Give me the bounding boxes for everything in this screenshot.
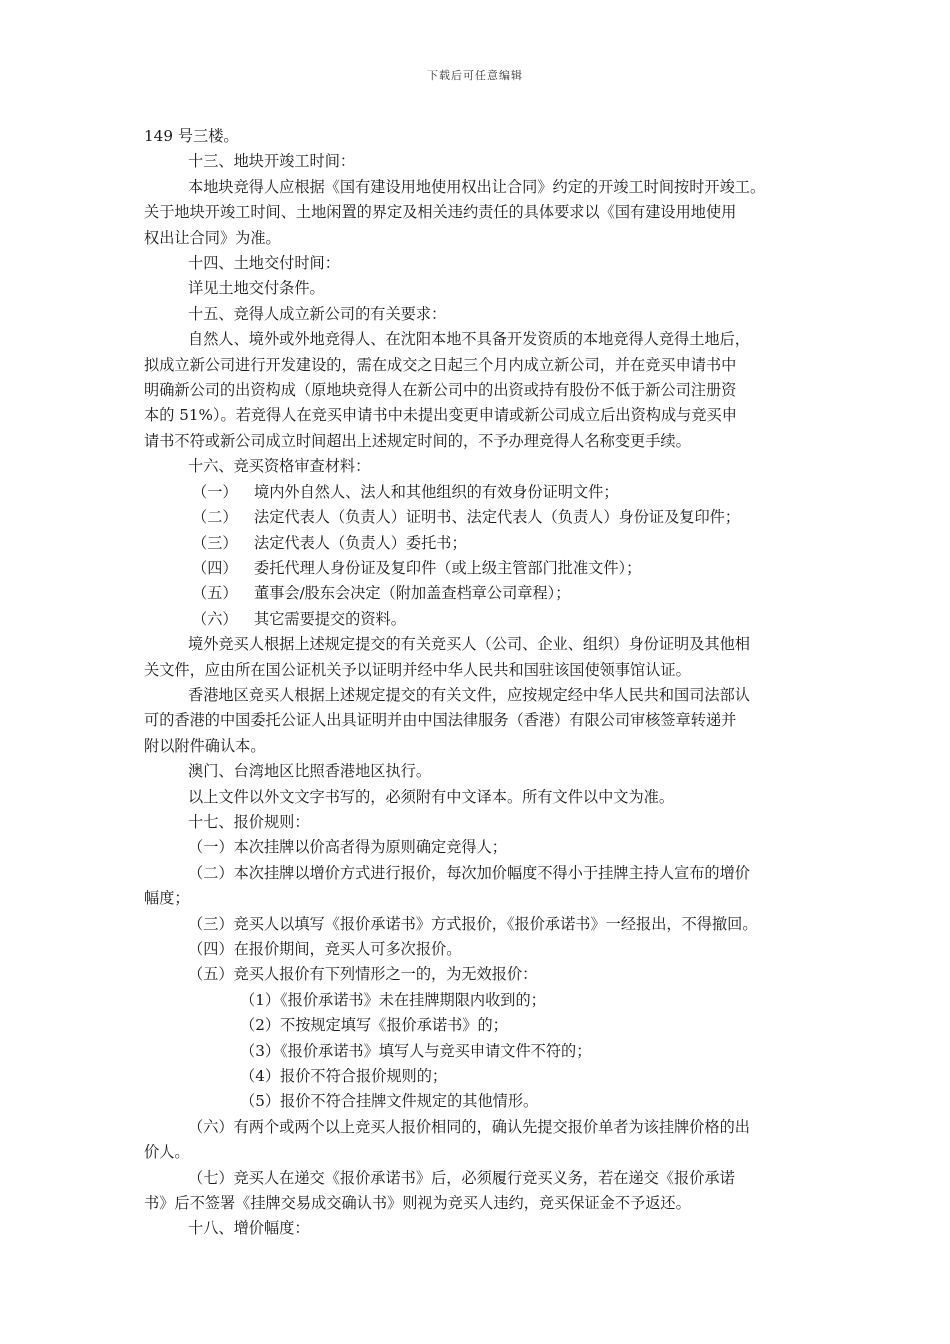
list-number: （一）: [192, 482, 238, 501]
text-line: 自然人、境外或外地竞得人、在沈阳本地不具备开发资质的本地竞得人竞得土地后，: [188, 330, 750, 349]
list-text: 委托代理人身份证及复印件（或上级主管部门批准文件）；: [254, 558, 642, 577]
text-line: （3）《报价承诺书》填写人与竞买申请文件不符的；: [240, 1041, 592, 1060]
text-line: 价人。: [144, 1143, 190, 1162]
text-line: 十三、地块开竣工时间：: [188, 152, 356, 171]
text-line: （四）在报价期间，竞买人可多次报价。: [188, 940, 462, 958]
text-line: 香港地区竞买人根据上述规定提交的有关文件，应按规定经中华人民共和国司法部认: [188, 685, 750, 704]
text-line: 请书不符或新公司成立时间超出上述规定时间的，不予办理竞得人名称变更手续。: [144, 431, 691, 450]
text-line: （一）本次挂牌以价高者得为原则确定竞得人；: [188, 838, 507, 857]
list-number: （二）: [192, 508, 238, 527]
text-line: [144, 581, 824, 606]
text-line: 澳门、台湾地区比照香港地区执行。: [188, 762, 431, 781]
list-number: （三）: [192, 533, 238, 552]
list-number: （五）: [192, 584, 238, 603]
list-text: 法定代表人（负责人）证明书、法定代表人（负责人）身份证及复印件；: [254, 508, 740, 527]
text-line: （5）报价不符合挂牌文件规定的其他情形。: [240, 1092, 539, 1111]
text-line: 附以附件确认本。: [144, 736, 266, 755]
text-line: （五）竞买人报价有下列情形之一的，为无效报价：: [188, 965, 538, 984]
text-line: 幅度；: [144, 889, 190, 908]
text-line: 本的 51%）。若竞得人在竞买申请书中未提出变更申请或新公司成立后出资构成与竞买申: [144, 406, 737, 425]
list-text: 境内外自然人、法人和其他组织的有效身份证明文件；: [254, 482, 619, 501]
text-line: [144, 556, 824, 581]
text-line: [144, 480, 824, 505]
text-line: 可的香港的中国委托公证人出具证明并由中国法律服务（香港）有限公司审核签章转递并: [144, 711, 737, 730]
text-line: （七）竞买人在递交《报价承诺书》后，必须履行竞买义务，若在递交《报价承诺: [188, 1168, 735, 1187]
text-line: [144, 505, 824, 530]
text-line: （4）报价不符合报价规则的；: [240, 1067, 448, 1086]
text-line: [144, 531, 824, 556]
page-header: 下载后可任意编辑: [427, 69, 523, 82]
list-text: 其它需要提交的资料。: [254, 609, 406, 628]
text-line: （三）竞买人以填写《报价承诺书》方式报价，《报价承诺书》一经报出，不得撤回。: [188, 914, 758, 933]
text-line: 十七、报价规则：: [188, 812, 310, 831]
text-line: 十五、竞得人成立新公司的有关要求：: [188, 304, 447, 323]
text-line: 书》后不签署《挂牌交易成交确认书》则视为竞买人违约，竞买保证金不予返还。: [144, 1194, 691, 1213]
text-line: 以上文件以外文文字书写的，必须附有中文译本。所有文件以中文为准。: [188, 787, 674, 806]
document-body: [144, 124, 824, 1242]
text-line: 境外竞买人根据上述规定提交的有关竞买人（公司、企业、组织）身份证明及其他相: [188, 635, 750, 654]
text-line: 权出让合同》为准。: [144, 228, 281, 247]
list-number: （四）: [192, 558, 238, 577]
text-line: 149 号三楼。: [144, 127, 239, 145]
text-line: 明确新公司的出资构成（原地块竞得人在新公司中的出资或持有股份不低于新公司注册资: [144, 381, 737, 400]
text-line: （二）本次挂牌以增价方式进行报价，每次加价幅度不得小于挂牌主持人宣布的增价: [188, 863, 750, 882]
text-line: [144, 607, 824, 632]
text-line: 拟成立新公司进行开发建设的，需在成交之日起三个月内成立新公司，并在竞买申请书中: [144, 355, 737, 374]
text-line: （2）不按规定填写《报价承诺书》的；: [240, 1016, 508, 1035]
text-line: 十六、竞买资格审查材料：: [188, 457, 371, 476]
text-line: 关文件，应由所在国公证机关予以证明并经中华人民共和国驻该国使领事馆认证。: [144, 660, 691, 679]
text-line: （六）有两个或两个以上竞买人报价相同的，确认先提交报价单者为该挂牌价格的出: [188, 1117, 750, 1136]
text-line: 本地块竞得人应根据《国有建设用地使用权出让合同》约定的开竣工时间按时开竣工。: [188, 177, 766, 196]
text-line: 关于地块开竣工时间、土地闲置的界定及相关违约责任的具体要求以《国有建设用地使用: [144, 203, 737, 222]
text-line: 详见土地交付条件。: [188, 279, 325, 298]
text-line: （1）《报价承诺书》未在挂牌期限内收到的；: [240, 990, 546, 1009]
list-text: 法定代表人（负责人）委托书；: [254, 533, 467, 552]
list-text: 董事会/股东会决定（附加盖查档章公司章程）；: [254, 584, 571, 603]
list-number: （六）: [192, 609, 238, 628]
text-line: 十四、土地交付时间：: [188, 254, 340, 273]
text-line: 十八、增价幅度：: [188, 1219, 310, 1238]
